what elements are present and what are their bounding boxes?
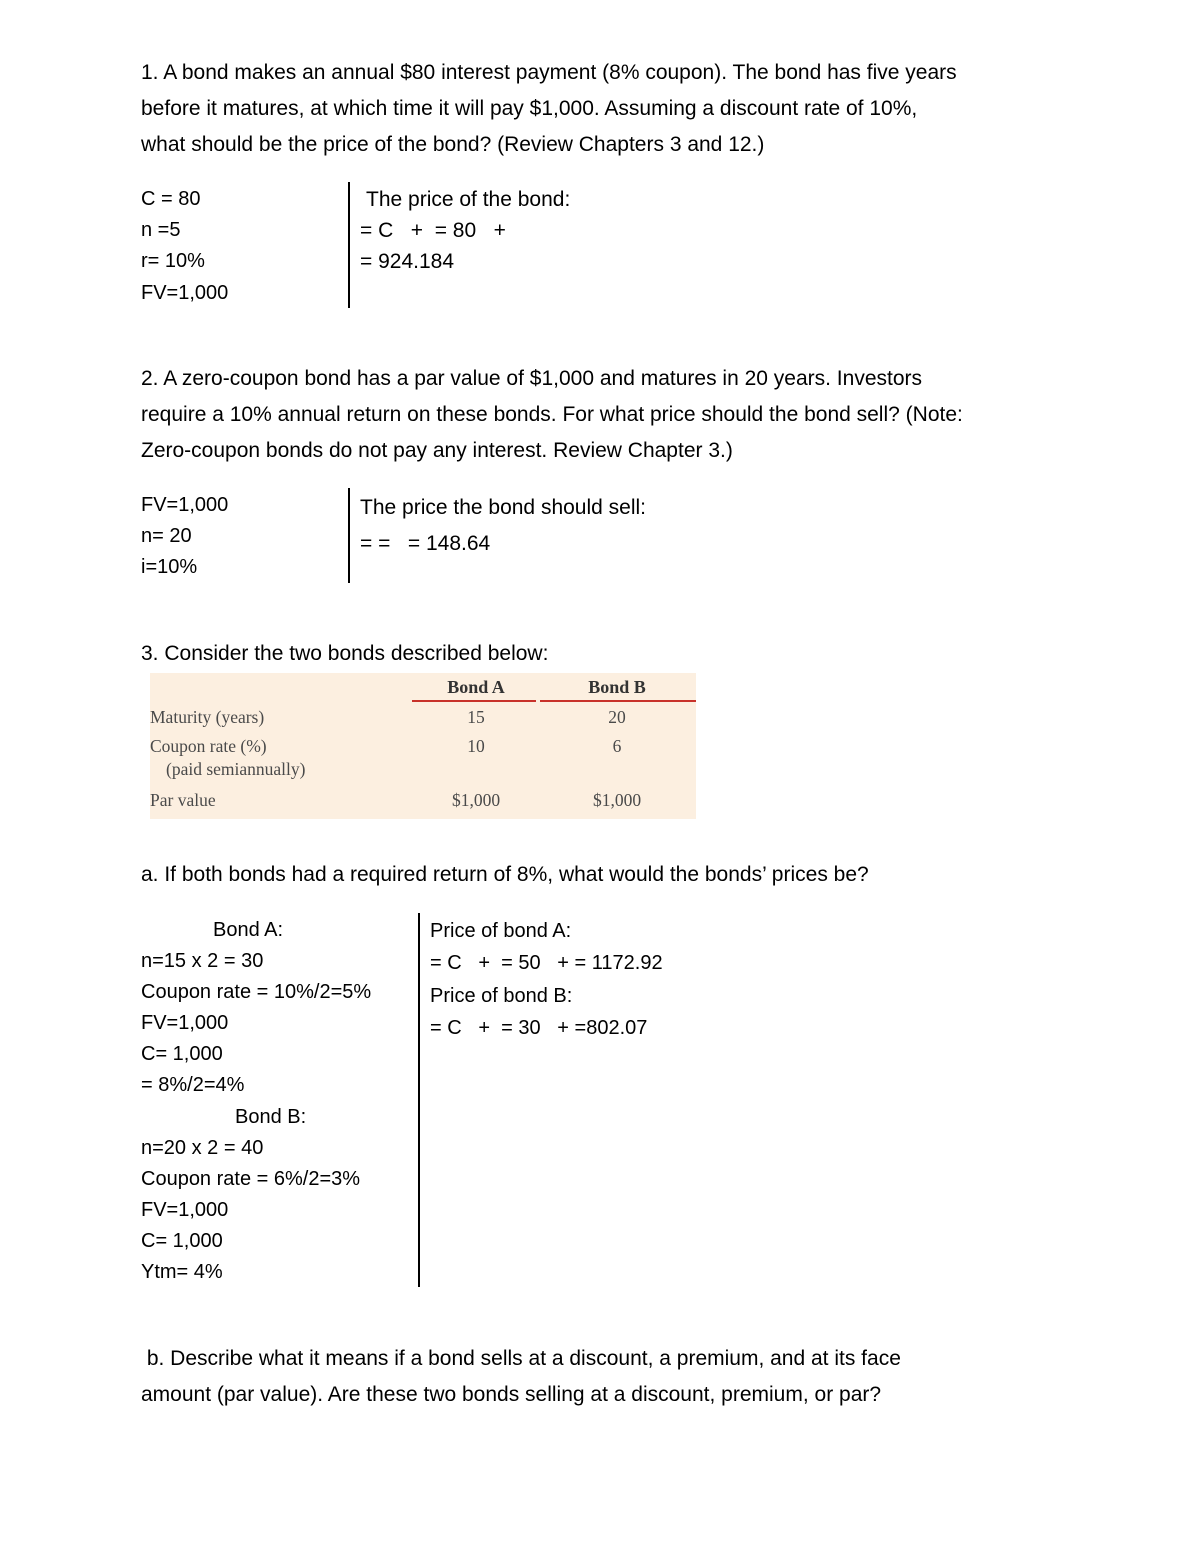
given-value: i=10%: [141, 556, 198, 579]
given-value: Coupon rate = 10%/2=5%: [141, 981, 372, 1004]
given-value: FV=1,000: [141, 494, 229, 516]
text-line: a. If both bonds had a required return of 8%, what would the bonds’ prices be?: [141, 863, 869, 886]
given-value: n =5: [141, 219, 181, 242]
question-2-text: [141, 361, 1081, 469]
text-line: b. Describe what it means if a bond sells at a discount, a premium, and at its face: [141, 1347, 901, 1370]
given-value: n=15 x 2 = 30: [141, 950, 264, 973]
given-value: r= 10%: [141, 250, 205, 273]
text-line: 3. Consider the two bonds described below:: [141, 642, 549, 665]
given-value: n= 20: [141, 525, 192, 548]
text-line: what should be the price of the bond? (Review Chapters 3 and 12.): [141, 133, 765, 156]
row-sublabel-semiannual: (paid semiannually): [166, 759, 306, 779]
calc-result: = = = 148.64: [360, 532, 491, 555]
q3a-calculation: [430, 915, 663, 1045]
question-3b-text: [141, 1341, 1081, 1413]
bond-a-title: Bond A:: [213, 919, 284, 941]
text-line: before it matures, at which time it will pay $1,000. Assuming a discount rate of 10%,: [141, 97, 918, 120]
cell-bond-b-maturity: 20: [608, 707, 626, 727]
given-value: C= 1,000: [141, 1043, 223, 1066]
text-line: amount (par value). Are these two bonds selling at a discount, premium, or par?: [141, 1383, 882, 1406]
given-value: Coupon rate = 6%/2=3%: [141, 1167, 361, 1190]
text-line: require a 10% annual return on these bonds. For what price should the bond sell? (Note:: [141, 403, 963, 426]
calc-line: = C + = 50 + = 1172.92: [430, 952, 663, 975]
calc-heading: The price the bond should sell:: [360, 496, 647, 519]
text-line: 1. A bond makes an annual $80 interest payment (8% coupon). The bond has five years: [141, 61, 957, 84]
given-value: FV=1,000: [141, 1012, 229, 1035]
q2-divider: [348, 488, 350, 583]
q2-calculation: [360, 490, 646, 562]
q3a-divider: [418, 913, 420, 1287]
cell-bond-a-coupon: 10: [467, 736, 485, 756]
given-value: Ytm= 4%: [141, 1261, 223, 1284]
calc-line: = C + = 30 + =802.07: [430, 1017, 648, 1040]
given-value: C = 80: [141, 188, 201, 210]
q3a-given-values: [141, 915, 371, 1288]
q1-calculation: [360, 184, 570, 278]
calc-heading: Price of bond A:: [430, 920, 572, 942]
cell-bond-a-par: $1,000: [451, 790, 501, 810]
row-label-par-value: Par value: [150, 790, 216, 810]
question-3-text: [141, 636, 1081, 672]
cell-bond-b-coupon: 6: [612, 736, 622, 756]
q1-divider: [348, 182, 350, 308]
cell-bond-b-par: $1,000: [592, 790, 642, 810]
given-value: n=20 x 2 = 40: [141, 1136, 264, 1159]
cell-bond-a-maturity: 15: [467, 707, 485, 727]
row-label-coupon-rate: Coupon rate (%): [150, 736, 267, 756]
given-value: C= 1,000: [141, 1229, 223, 1252]
question-3a-text: [141, 857, 1081, 893]
table-header-bond-a: Bond A: [447, 677, 505, 697]
given-value: FV=1,000: [141, 281, 229, 304]
question-1-text: [141, 55, 1081, 163]
header-rule: [540, 700, 696, 702]
table-header-bond-b: Bond B: [588, 677, 646, 697]
q1-given-values: [141, 184, 228, 309]
calc-heading: The price of the bond:: [366, 188, 571, 211]
header-rule: [412, 700, 536, 702]
calc-line: = C + = 80 +: [360, 219, 506, 243]
calc-result: = 924.184: [360, 250, 455, 274]
q2-given-values: [141, 490, 228, 584]
given-value: FV=1,000: [141, 1198, 229, 1221]
bond-comparison-table: [150, 673, 696, 819]
row-label-maturity: Maturity (years): [150, 707, 265, 727]
bond-b-title: Bond B:: [235, 1105, 307, 1128]
text-line: Zero-coupon bonds do not pay any interest. Review Chapter 3.): [141, 439, 733, 462]
text-line: 2. A zero-coupon bond has a par value of $1,000 and matures in 20 years. Investors: [141, 367, 922, 390]
given-value: = 8%/2=4%: [141, 1074, 245, 1097]
calc-heading: Price of bond B:: [430, 984, 573, 1007]
